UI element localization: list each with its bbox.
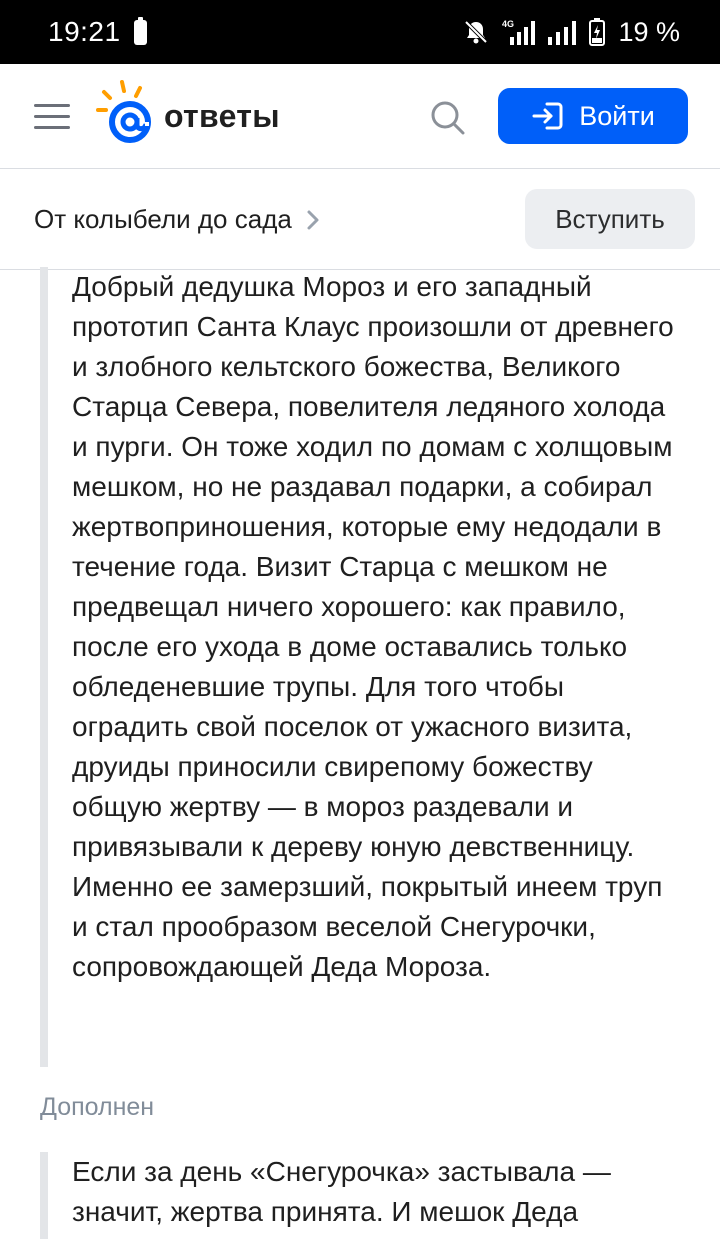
network-type-label: 4G [502, 19, 515, 29]
mute-notifications-icon [462, 18, 490, 46]
search-icon[interactable] [428, 98, 468, 138]
answer-text: Добрый дедушка Мороз и его западный прототип Санта Клаус произошли от древнего и злобного кельтского божества, Великого Старца Севера, повелителя ледяного холода и пурги. Он тоже ходил по домам с холщовым мешком, но не раздавал подарки, а собирал жертвоприношения, которые ему недодали в течение года. Визит Старца с мешком не предвещал ничего хорошего: как правило, после его ухода в доме оставались только обледеневшие трупы. Для того чтобы оградить свой поселок от ужасного визита, друиды приносили свирепому божеству общую жертву — в мороз раздевали и привязывали к дереву юную девственницу. Именно ее замерзший, покрытый инеем труп и стал прообразом веселой Снегурочки, сопровождающей Деда Мороза. [72, 271, 674, 982]
status-time: 19:21 [48, 16, 121, 47]
community-bar [0, 168, 720, 270]
chevron-right-icon [306, 209, 320, 231]
addition-quote [40, 1152, 680, 1239]
login-arrow-icon [531, 99, 565, 133]
status-bar [0, 0, 720, 64]
signal-bars-icon [546, 17, 580, 47]
battery-charging-icon [588, 17, 606, 47]
addition-text: Если за день «Снегурочка» застывала — значит, жертва принята. И мешок Деда [72, 1156, 611, 1227]
logo-text: ответы [164, 98, 280, 134]
battery-percent: 19 % [618, 16, 680, 47]
logo[interactable] [94, 78, 314, 148]
mail-at-logo-icon [94, 78, 160, 148]
menu-icon[interactable] [34, 102, 70, 130]
signal-4g-icon [498, 17, 538, 47]
answer-quote [40, 267, 680, 1067]
added-label: Дополнен [40, 1093, 155, 1121]
status-icons [462, 14, 680, 50]
app-header [0, 64, 720, 168]
join-button[interactable]: Вступить [525, 189, 695, 249]
community-link[interactable] [34, 204, 320, 235]
login-label: Войти [579, 100, 655, 131]
login-button[interactable] [498, 88, 688, 144]
battery-saver-icon [134, 20, 147, 45]
community-name: От колыбели до сада [34, 204, 292, 234]
